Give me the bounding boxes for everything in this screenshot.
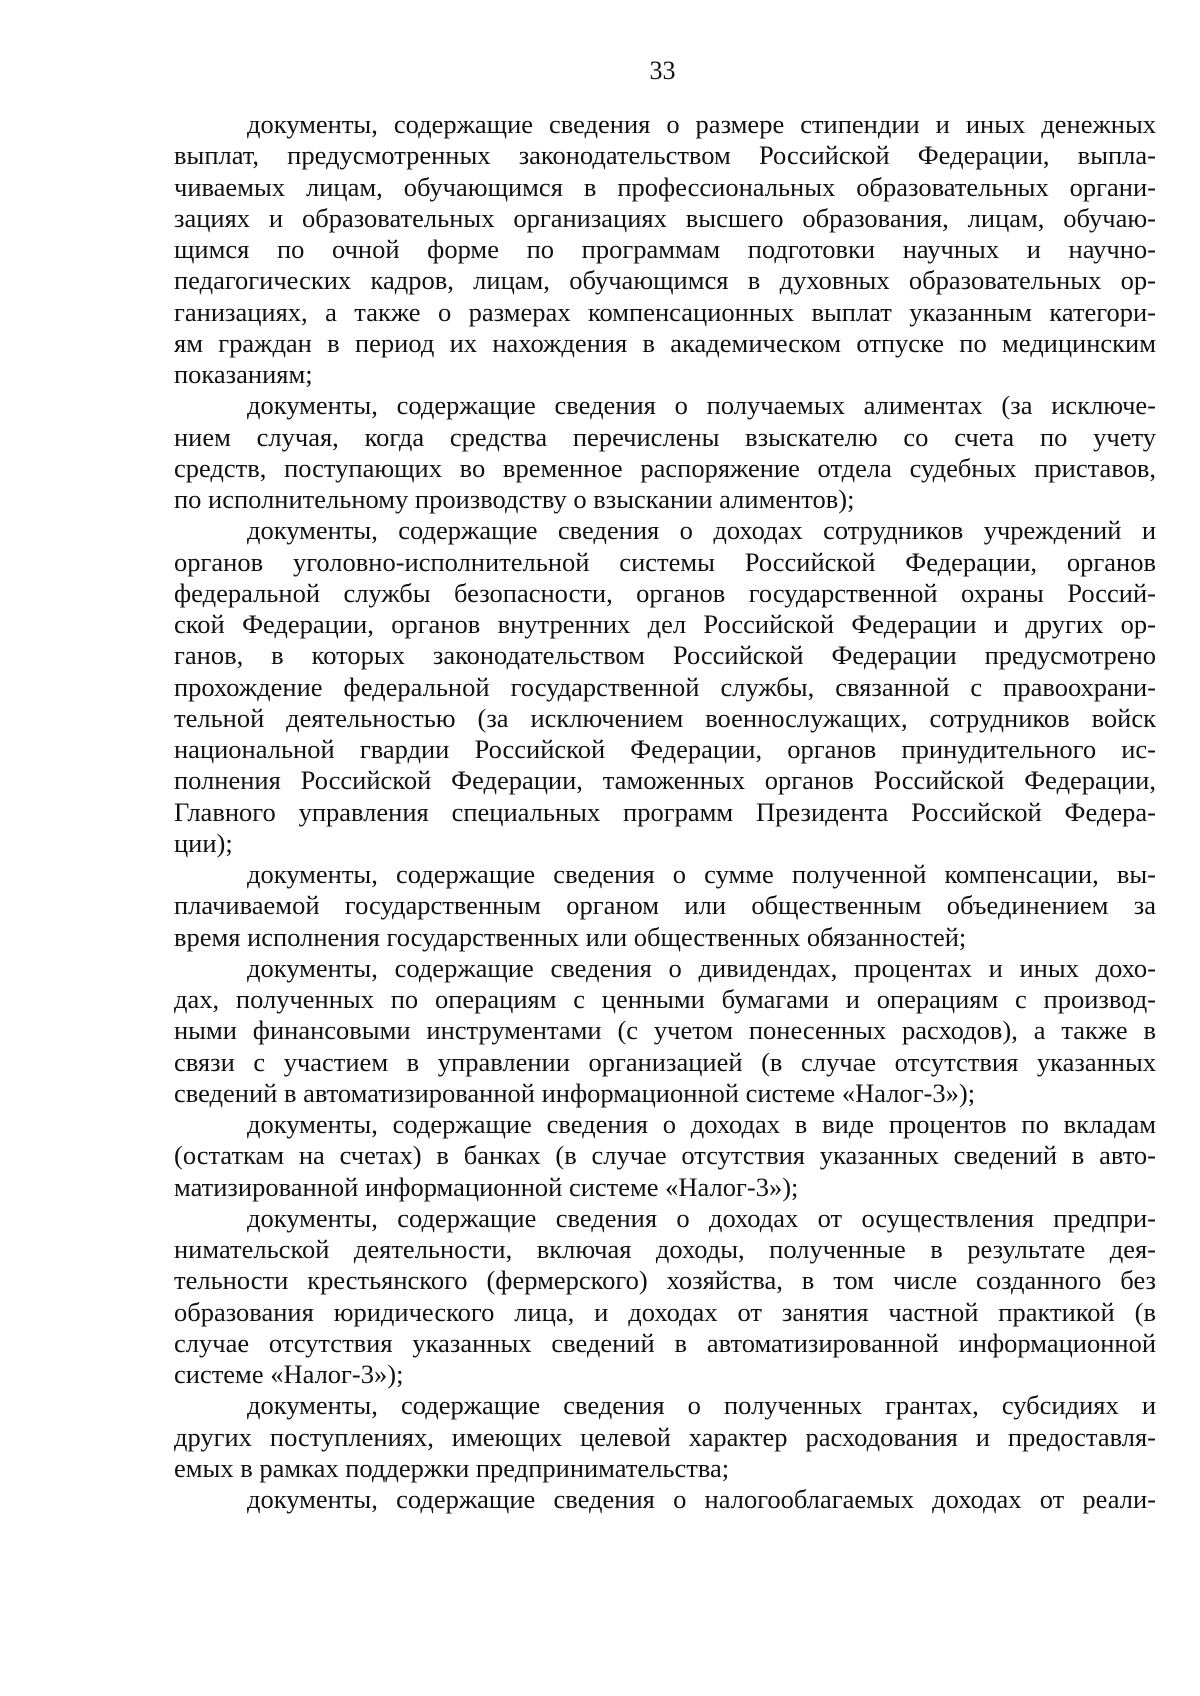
paragraph — [174, 1203, 1156, 1391]
text-line: по исполнительному производству о взыскании алиментов); — [174, 484, 855, 514]
text-line: средств, поступающих во временное распоряжение отдела судебных приставов, — [174, 452, 1156, 483]
paragraph — [174, 109, 1156, 390]
text-line: документы, содержащие сведения о размере стипендии и иных денежных — [247, 109, 1156, 139]
text-line: плачиваемой государственным органом или общественным объединением за — [174, 890, 1156, 921]
text-line: емых в рамках поддержки предпринимательства; — [174, 1452, 730, 1483]
text-line: федеральной службы безопасности, органов государственной охраны Россий- — [174, 577, 1156, 608]
page-number: 33 — [649, 56, 676, 85]
text-line: ской Федерации, органов внутренних дел Российской Федерации и других ор- — [174, 609, 1156, 639]
paragraph — [174, 1109, 1156, 1203]
document-body — [174, 109, 1156, 1515]
text-line: ганизациях, а также о размерах компенсационных выплат указанным категори- — [174, 296, 1156, 327]
text-line: случае отсутствия указанных сведений в автоматизированной информационной — [174, 1327, 1156, 1358]
text-line: ными финансовыми инструментами (с учетом понесенных расходов), а также в — [174, 1015, 1156, 1046]
paragraph — [174, 953, 1156, 1109]
text-line: ции); — [174, 827, 233, 858]
text-line: документы, содержащие сведения о доходах в виде процентов по вкладам — [247, 1109, 1156, 1139]
text-line: национальной гвардии Российской Федерации, органов принудительного ис- — [174, 734, 1156, 764]
text-line: дах, полученных по операциям с ценными бумагами и операциям с производ- — [174, 984, 1156, 1014]
text-line: ям граждан в период их нахождения в академическом отпуске по медицинским — [174, 327, 1156, 358]
text-line: документы, содержащие сведения о получаемых алиментах (за исключе- — [247, 390, 1156, 421]
text-line: показаниям; — [174, 359, 313, 389]
text-line: педагогических кадров, лицам, обучающимся в духовных образовательных ор- — [174, 265, 1156, 296]
text-line: время исполнения государственных или общественных обязанностей; — [174, 921, 967, 952]
text-line: чиваемых лицам, обучающимся в профессиональных образовательных органи- — [174, 171, 1156, 202]
text-line: полнения Российской Федерации, таможенных органов Российской Федерации, — [174, 765, 1156, 796]
text-line: сведений в автоматизированной информационной системе «Налог-3»); — [174, 1077, 976, 1108]
text-line: других поступлениях, имеющих целевой характер расходования и предоставля- — [174, 1421, 1156, 1452]
paragraph — [174, 515, 1156, 859]
paragraph — [174, 1390, 1156, 1484]
text-line: системе «Налог-3»); — [174, 1359, 404, 1389]
text-line: документы, содержащие сведения о дивидендах, процентах и иных дохо- — [247, 952, 1156, 983]
text-line: документы, содержащие сведения о доходах сотрудников учреждений и — [247, 515, 1156, 546]
text-line: зациях и образовательных организациях высшего образования, лицам, обучаю- — [174, 202, 1156, 233]
text-line: связи с участием в управлении организацией (в случае отсутствия указанных — [174, 1046, 1156, 1077]
text-line: выплат, предусмотренных законодательством Российской Федерации, выпла- — [174, 140, 1156, 171]
paragraph — [174, 1484, 1156, 1515]
text-line: тельной деятельностью (за исключением военнослужащих, сотрудников войск — [174, 702, 1156, 733]
text-line: тельности крестьянского (фермерского) хозяйства, в том числе созданного без — [174, 1265, 1156, 1296]
text-line: нием случая, когда средства перечислены взыскателю со счета по учету — [174, 421, 1156, 452]
text-line: (остаткам на счетах) в банках (в случае отсутствия указанных сведений в авто- — [174, 1140, 1156, 1171]
text-line: документы, содержащие сведения о сумме полученной компенсации, вы- — [247, 859, 1156, 889]
paragraph — [174, 390, 1156, 515]
text-line: щимся по очной форме по программам подготовки научных и научно- — [174, 234, 1156, 264]
text-line: Главного управления специальных программ Президента Российской Федера- — [174, 796, 1156, 827]
text-line: нимательской деятельности, включая доходы, полученные в результате дея- — [174, 1234, 1156, 1264]
text-line: документы, содержащие сведения о доходах от осуществления предпри- — [247, 1202, 1156, 1233]
text-line: ганов, в которых законодательством Российской Федерации предусмотрено — [174, 640, 1156, 671]
text-line: органов уголовно-исполнительной системы Российской Федерации, органов — [174, 546, 1156, 577]
text-line: документы, содержащие сведения о полученных грантах, субсидиях и — [247, 1390, 1156, 1421]
paragraph — [174, 859, 1156, 953]
text-line: образования юридического лица, и доходах от занятия частной практикой (в — [174, 1296, 1156, 1327]
text-line: матизированной информационной системе «Налог-3»); — [174, 1171, 799, 1202]
text-line: документы, содержащие сведения о налогооблагаемых доходах от реали- — [247, 1484, 1156, 1514]
text-line: прохождение федеральной государственной службы, связанной с правоохрани- — [174, 671, 1156, 702]
